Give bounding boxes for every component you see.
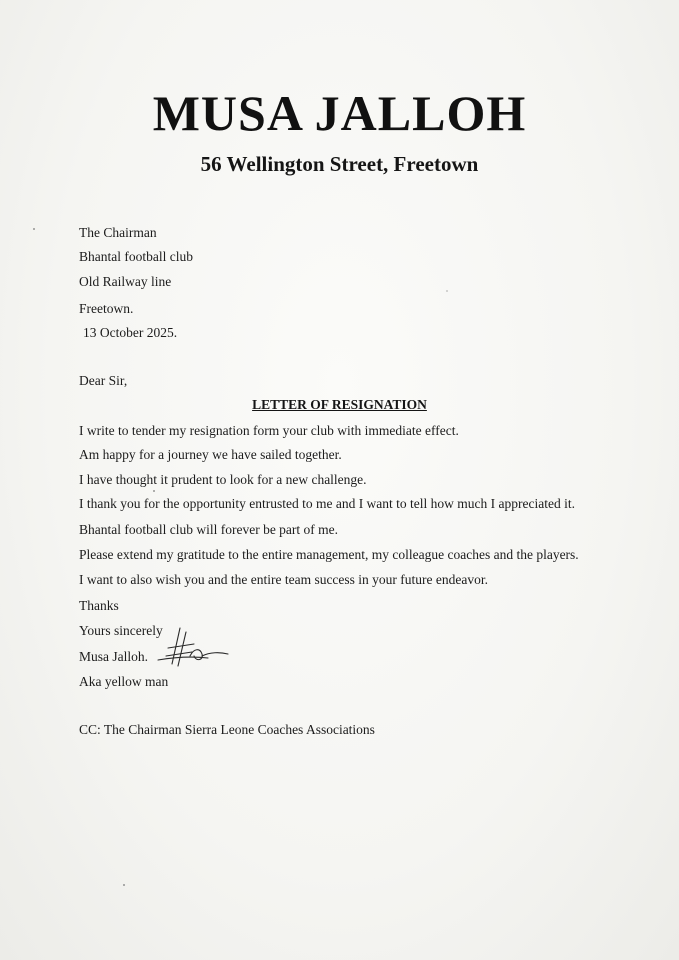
- body-line-5: Bhantal football club will forever be part of me.: [79, 522, 339, 537]
- body-line-6: Please extend my gratitude to the entire management, my colleague coaches and the players.: [79, 547, 579, 562]
- recipient-title: The Chairman: [79, 225, 157, 240]
- letter-heading: LETTER OF RESIGNATION: [252, 397, 427, 412]
- body-line-7: I want to also wish you and the entire team success in your future endeavor.: [79, 572, 489, 587]
- body-line-4: I thank you for the opportunity entrusted to me and I want to tell how much I appreciated it.: [79, 496, 575, 511]
- letterhead-address: 56 Wellington Street, Freetown: [200, 152, 479, 176]
- recipient-street: Old Railway line: [79, 274, 172, 289]
- closing-sincerely: Yours sincerely: [79, 623, 163, 638]
- handwritten-signature: [150, 626, 230, 672]
- paper-speck: [123, 884, 125, 886]
- letterhead-name: MUSA JALLOH: [152, 85, 527, 141]
- body-line-2: Am happy for a journey we have sailed together.: [79, 447, 342, 462]
- signatory-alias: Aka yellow man: [79, 674, 169, 689]
- paper-speck: [33, 228, 35, 230]
- recipient-club: Bhantal football club: [79, 249, 193, 264]
- salutation: Dear Sir,: [79, 373, 128, 388]
- body-line-3: I have thought it prudent to look for a new challenge.: [79, 472, 367, 487]
- paper-speck: [446, 290, 448, 292]
- paper-speck: [153, 490, 155, 492]
- body-line-1: I write to tender my resignation form your club with immediate effect.: [79, 423, 459, 438]
- letter-date: 13 October 2025.: [83, 325, 178, 340]
- closing-thanks: Thanks: [79, 598, 119, 613]
- signatory-name: Musa Jalloh.: [79, 649, 148, 664]
- cc-line: CC: The Chairman Sierra Leone Coaches Associations: [79, 722, 375, 737]
- recipient-city: Freetown.: [79, 301, 134, 316]
